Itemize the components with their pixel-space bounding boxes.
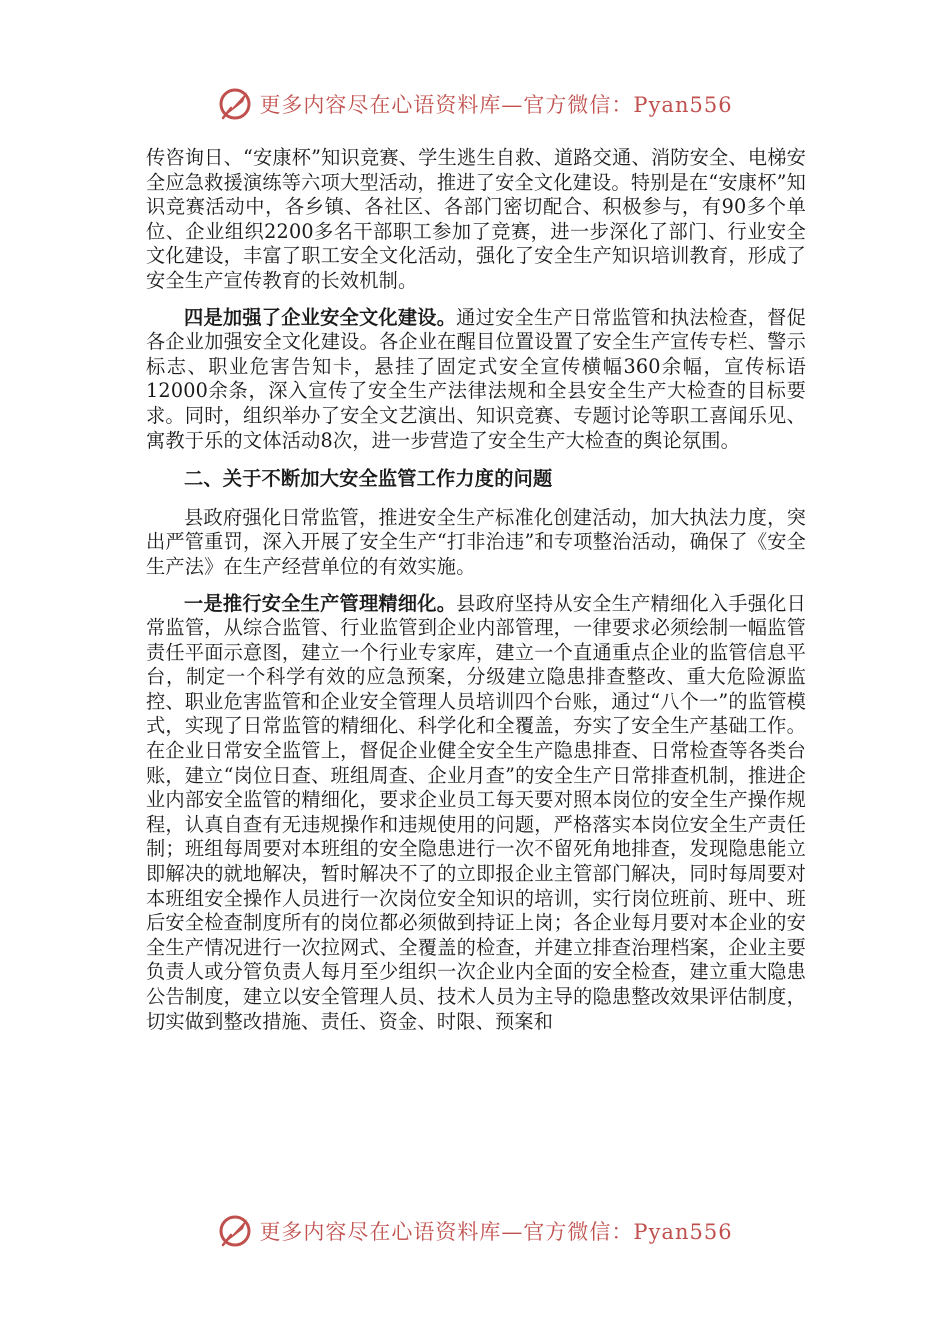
quill-logo-icon xyxy=(217,86,253,122)
paragraph-text: 传咨询日、“安康杯”知识竞赛、学生逃生自救、道路交通、消防安全、电梯安全应急救援演练等六项大型活动，推进了安全文化建设。特别是在“安康杯”知识竞赛活动中，各乡镇、各社区、各部门密切配合、积极参与，有90多个单位、企业组织2200多名干部职工参加了竞赛，进一步深化了部门、行业安全文化建设，丰富了职工安全文化活动，强化了安全生产知识培训教育，形成了安全生产宣传教育的长效机制。 xyxy=(146,146,806,292)
watermark-text: 更多内容尽在心语资料库—官方微信：Pyan556 xyxy=(259,1220,733,1244)
document-body xyxy=(146,146,806,1034)
section-heading: 二、关于不断加大安全监管工作力度的问题 xyxy=(184,467,553,491)
paragraph-text: 通过安全生产日常监管和执法检查，督促各企业加强安全文化建设。各企业在醒目位置设置了安全生产宣传专栏、警示标志、职业危害告知卡，悬挂了固定式安全宣传横幅360余幅，宣传标语12000余条，深入宣传了安全生产法律法规和全县安全生产大检查的目标要求。同时，组织举办了安全文艺演出、知识竞赛、专题讨论等职工喜闻乐见、寓教于乐的文体活动8次，进一步营造了安全生产大检查的舆论氛围。 xyxy=(146,305,806,452)
quill-logo-icon xyxy=(217,1213,253,1249)
header-watermark xyxy=(0,84,950,124)
paragraph-intro xyxy=(146,506,806,580)
paragraph-continued xyxy=(146,146,806,294)
paragraph-text: 县政府坚持从安全生产精细化入手强化日常监管，从综合监管、行业监管到企业内部管理，一律要求必须绘制一幅监管责任平面示意图，建立一个行业专家库，建立一个直通重点企业的监管信息平台，制定一个科学有效的应急预案，分级建立隐患排查整改、重大危险源监控、职业危害监管和企业安全管理人员培训四个台账，通过“八个一”的监管模式，实现了日常监管的精细化、科学化和全覆盖，夯实了安全生产基础工作。在企业日常安全监管上，督促企业健全安全生产隐患排查、日常检查等各类台账，建立“岗位日查、班组周查、企业月查”的安全生产日常排查机制，推进企业内部安全监管的精细化，要求企业员工每天要对照本岗位的安全生产操作规程，认真自查有无违规操作和违规使用的问题，严格落实本岗位安全生产责任制；班组每周要对本班组的安全隐患进行一次不留死角地排查，发现隐患能立即解决的就地解决，暂时解决不了的立即报企业主管部门解决，同时每周要对本班组安全操作人员进行一次岗位安全知识的培训，实行岗位班前、班中、班后安全检查制度所有的岗位都必须做到持证上岗；各企业每月要对本企业的安全生产情况进行一次拉网式、全覆盖的检查，并建立排查治理档案，企业主要负责人或分管负责人每月至少组织一次企业内全面的安全检查，建立重大隐患公告制度，建立以安全管理人员、技术人员为主导的隐患整改效果评估制度，切实做到整改措施、责任、资金、时限、预案和 xyxy=(146,591,806,1033)
watermark-text: 更多内容尽在心语资料库—官方微信：Pyan556 xyxy=(259,93,733,117)
paragraph-lead: 四是加强了企业安全文化建设。 xyxy=(184,305,457,329)
paragraph-refinement xyxy=(146,592,806,1035)
paragraph-text: 县政府强化日常监管，推进安全生产标准化创建活动，加大执法力度，突出严管重罚，深入开展了安全生产“打非治违”和专项整治活动，确保了《安全生产法》在生产经营单位的有效实施。 xyxy=(146,505,806,578)
paragraph-culture xyxy=(146,306,806,454)
paragraph-lead: 一是推行安全生产管理精细化。 xyxy=(184,591,457,615)
footer-watermark xyxy=(0,1211,950,1251)
